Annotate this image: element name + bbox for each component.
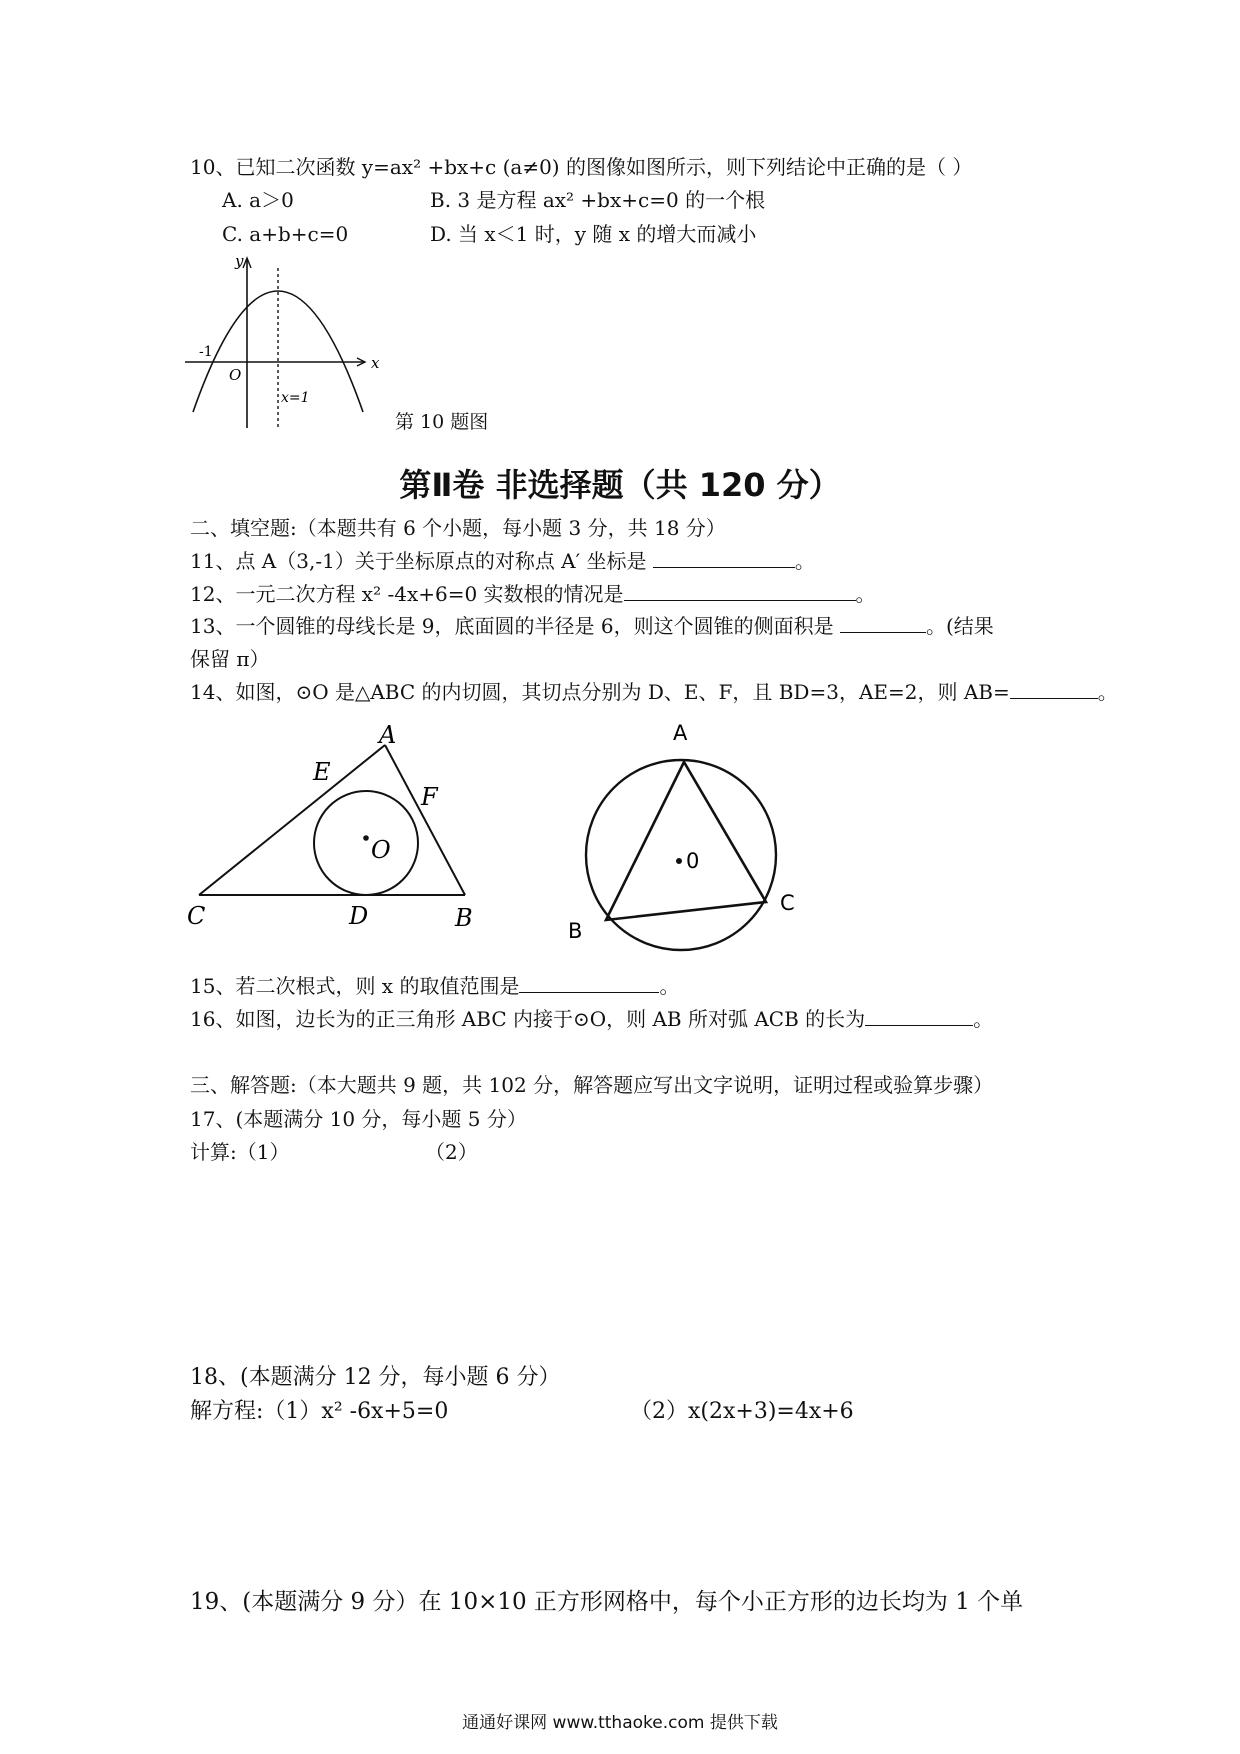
q15-text: 15、若二次根式，则 x 的取值范围是 — [190, 974, 520, 998]
q18-head: 18、(本题满分 12 分，每小题 6 分） — [190, 1365, 561, 1390]
fig16-label-b: B — [568, 919, 583, 943]
q13-line2: 保留 π） — [190, 647, 270, 671]
q17-sub1: 计算:（1） — [190, 1140, 290, 1164]
fig14-label-b: B — [455, 904, 473, 932]
q12-answer-blank[interactable] — [624, 582, 856, 601]
part2-header: 二、填空题:（本题共有 6 个小题，每小题 3 分，共 18 分） — [190, 516, 726, 540]
q16 — [190, 1007, 993, 1031]
graph-axis-label: x=1 — [281, 390, 310, 406]
graph-y-label: y — [235, 252, 244, 270]
q13-end: 。(结果 — [925, 614, 994, 638]
q10-stem: 10、已知二次函数 y=ax² +bx+c (a≠0) 的图像如图所示，则下列结论中正确的是（ ） — [190, 155, 973, 179]
q13 — [190, 614, 994, 638]
q10-option-c: C. a+b+c=0 — [222, 222, 349, 246]
q11-answer-blank[interactable] — [653, 549, 795, 568]
fig14-label-c: C — [187, 902, 206, 930]
q12-end: 。 — [855, 582, 876, 606]
fig14-label-f: F — [421, 783, 438, 811]
q10-option-b: B. 3 是方程 ax² +bx+c=0 的一个根 — [430, 188, 766, 212]
graph-x-label: x — [371, 354, 380, 372]
q18-sub1: 解方程:（1）x² -6x+5=0 — [190, 1399, 449, 1424]
q14-end: 。 — [1097, 680, 1118, 704]
graph-origin-label: O — [229, 366, 242, 384]
q15-end: 。 — [659, 974, 680, 998]
q10-option-a: A. a＞0 — [222, 188, 294, 212]
fig14-label-a: A — [379, 721, 397, 749]
q13-answer-blank[interactable] — [840, 614, 926, 633]
q10-caption: 第 10 题图 — [395, 411, 489, 433]
q18-sub2: （2）x(2x+3)=4x+6 — [630, 1399, 854, 1424]
q16-text: 16、如图，边长为的正三角形 ABC 内接于⊙O，则 AB 所对弧 ACB 的长为 — [190, 1007, 866, 1031]
q17-sub2: （2） — [425, 1140, 478, 1164]
q12 — [190, 582, 876, 606]
q13-text: 13、一个圆锥的母线长是 9，底面圆的半径是 6，则这个圆锥的侧面积是 — [190, 614, 834, 638]
q11-end: 。 — [794, 549, 815, 573]
fig16-label-a: A — [673, 721, 688, 745]
q19: 19、(本题满分 9 分）在 10×10 正方形网格中，每个小正方形的边长均为 1 个单 — [190, 1589, 1024, 1615]
q12-text: 12、一元二次方程 x² -4x+6=0 实数根的情况是 — [190, 582, 624, 606]
q14 — [190, 680, 1118, 704]
q16-circumcircle-figure — [560, 720, 810, 950]
part3-header: 三、解答题:（本大题共 9 题，共 102 分，解答题应写出文字说明，证明过程或验算步骤） — [190, 1073, 994, 1097]
q17-head: 17、(本题满分 10 分，每小题 5 分） — [190, 1107, 527, 1131]
q14-text: 14、如图，⊙O 是△ABC 的内切圆，其切点分别为 D、E、F，且 BD=3，AE=2，则 AB= — [190, 680, 1010, 704]
q10-parabola-graph — [185, 250, 385, 430]
q15 — [190, 974, 679, 998]
fig14-label-e: E — [313, 758, 331, 786]
section-title: 第Ⅱ卷 非选择题（共 120 分） — [399, 466, 841, 504]
q16-answer-blank[interactable] — [865, 1007, 973, 1026]
q14-answer-blank[interactable] — [1010, 680, 1098, 699]
q11-text: 11、点 A（3,-1）关于坐标原点的对称点 A′ 坐标是 — [190, 549, 647, 573]
q10-option-d: D. 当 x＜1 时，y 随 x 的增大而减小 — [430, 222, 757, 246]
q16-end: 。 — [973, 1007, 994, 1031]
fig16-label-c: C — [780, 891, 795, 915]
fig14-label-d: D — [349, 902, 369, 930]
q14-incircle-figure — [185, 715, 485, 930]
footer: 通通好课网 www.tthaoke.com 提供下载 — [462, 1713, 778, 1733]
fig14-label-o: O — [371, 836, 391, 864]
graph-root-label: -1 — [199, 344, 213, 360]
fig16-label-o: 0 — [686, 849, 700, 873]
q15-answer-blank[interactable] — [519, 974, 659, 993]
q11 — [190, 549, 815, 573]
